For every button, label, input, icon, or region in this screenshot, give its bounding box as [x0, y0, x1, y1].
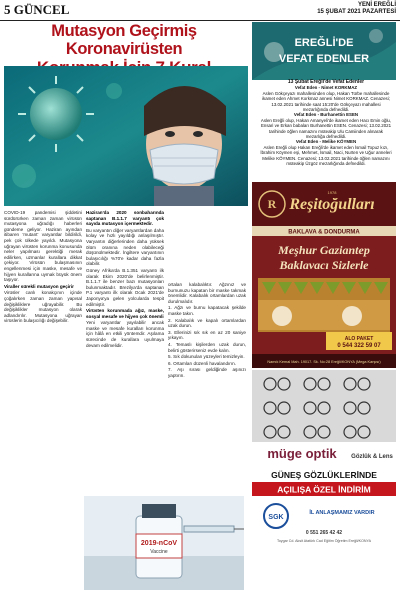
sgk-address: Toygar Cd. Aksit Atatürk Cad Eğitim Öğretim Ereğli/KONYA — [276, 539, 372, 543]
obituary-name: Vefat Eden - Burhanettin ESEN — [293, 112, 359, 118]
rule-item: 6. Ortamları düzenli havalandırın. — [168, 360, 236, 366]
masthead — [0, 0, 400, 21]
paragraph: ortaları kalabalıktır. Ağzınız ve burnunuzu kapatan bir maske takmak önemlidir. Kalabalık ortamlardan uzak durulmalıdır. — [168, 282, 246, 304]
vaccine-label: 2019-nCoV — [140, 540, 178, 547]
sunglasses-line-1: GÜNEŞ GÖZLÜKLERİNDE — [271, 470, 377, 480]
paragraph: Virüsler canlı konakçının içinde çoğalırken zaman zaman yapısal değişikliklere uğrayabilir. Bu değişiklikler mutasyon olarak adlandırılır. Mutasyona uğrayan virüslerin bulaşıcılığı değişebilir. — [4, 290, 82, 324]
banner-bottom: VEFAT EDENLER — [278, 53, 370, 65]
brand-name: Reşitoğulları — [289, 196, 375, 213]
obituary-banner — [252, 22, 396, 80]
sgk-org: İL ANLAŞMAMIZ VARDIR — [309, 510, 375, 516]
brand-since: 1978 — [327, 190, 337, 195]
rule-item: 3. Ellerinizi sık sık en az 20 saniye yıkayın. — [168, 329, 246, 341]
optik-brand: müge optik — [267, 446, 337, 461]
eyeglasses-display-image — [252, 370, 396, 448]
ad-sunglasses-discount — [252, 466, 396, 548]
optik-tagline: Gözlük & Lens — [351, 454, 393, 460]
obituary-text: Aslen Ereğli olup Hakan Ereğli'de ikamet eden İsmail Topuz kızı, İbrahim Köymen eşi, Mehmet, İsmail, Naci, Nurten ve Uğur anneleri Melike KÖYMEN. Cenazesi; 13.02.2021 tarihinde öğlen namazını müteakip Üzgöz mezarlığında defnedildi. — [260, 144, 392, 167]
vaccine-vial-icon — [136, 504, 182, 578]
obituary-text: Aslen Ereğli olup, Hakan Amanyeli'de ikamet eden Hacı Emin oğlu, Ensari ve Erkan babaları Burhanettin ESEN. Cenazesi; 13.02.2021 tarihinde öğlen namazını müteakip Ulu Camiinden alınarak mezarlığa defnedildi. — [260, 117, 392, 140]
vaccine-sub: Vaccine — [150, 549, 168, 555]
virus-mask-illustration — [4, 66, 248, 206]
obituary-header: 13 Şubat Ereğli'de Vefat Edenler — [287, 79, 365, 85]
obituary-text: Aslen Gökçeyazı mahallesinden olup, Hakan Türbe mahallesinde ikamet eden Ahmet Korkmaz annesi Nimet KORKMAZ. Cenazesi; 13.02.2021 tarihinde saat 15:20'de Gökçeyazı mahallesi mezarlığında defnedildi. — [262, 90, 390, 113]
sgk-logo-text: SGK — [268, 514, 284, 521]
rule-item: 5. Sık dokunulan yüzeyleri temizleyin. — [168, 354, 245, 360]
subheading: Virüsten korunmada ağız, maske, sosyal mesafe ve hijyen çok önemli — [86, 308, 164, 319]
ad-address: Namık Kemal Mah. 19017. Sk. No:28 Ereğli/KONYA (Mega Karşısı) — [267, 360, 381, 364]
ad-phone: 0 544 322 59 07 — [337, 343, 381, 349]
article-photo — [4, 66, 248, 206]
sunglasses-line-2: AÇILIŞA ÖZEL İNDİRİM — [277, 484, 371, 495]
ad-box-label: ALO PAKET — [344, 336, 374, 342]
svg-text:R: R — [267, 197, 277, 211]
ad-slogan-1: Meşhur Gaziantep — [278, 243, 370, 257]
obituary-name: Vefat Eden - Nimet KORKMAZ — [294, 85, 358, 91]
issue-date: 15 ŞUBAT 2021 PAZARTESİ — [317, 9, 396, 15]
paragraph: Yeni varyantlar yayılabilir ancak maske ve mesafe kuralları korunma için hâlâ en etkili yöntemdir. Aşılama sürecinde de kurallara uyulmaya devam edilmelidir. — [86, 320, 164, 348]
obituary-list — [260, 80, 392, 167]
sgk-phone: 0 551 265 42 42 — [305, 530, 343, 536]
vaccine-photo — [84, 496, 244, 590]
paper-name: YENİ EREĞLİ — [357, 2, 396, 8]
ad-resitogullari — [252, 182, 396, 368]
paragraph: Güney Afrika'da B.1.351 varyantı ilk olarak Ekim 2020'de belirlenmiştir. B.1.1.7 ile benzer bazı mutasyonları bulunmaktadır. Brezilya'da saptanan P.1 varyantı ilk olarak Ocak 2021'de Japonya'ya gelen yolcularda tespit edilmiştir. — [86, 267, 164, 307]
section-label: 5 GÜNCEL — [4, 2, 70, 17]
rule-item: 4. Temaslı kişilerden uzak durun, belirti gösterirseniz evde kalın. — [168, 341, 246, 353]
ad-subtitle: BAKLAVA & DONDURMA — [288, 229, 360, 236]
ad-slogan-2: Baklavacı Sizlerle — [279, 258, 369, 272]
obituary-name: Vefat Eden - Melike KÖYMEN — [295, 139, 357, 145]
subheading: Haziran'da 2020 sonbaharında saptanan B.1.1.7 varyantı çok sayıda mutasyon içermektedir. — [86, 210, 164, 227]
paragraph: COVID-19 pandemisi şiddetini sürdürürken zaman zaman virüsün mutasyona uğradığı haberleri gündeme geliyor. Haziran ayından itibaren 'mutant' varyantlar bildirildi, pek çok ülkede yayıldı. Mutasyona uğrayan virüsten korunma konusunda neler yapılması gerektiği merak edilirken, uzmanlar kurallara dikkat çekiyor. Virüsün bulaşmasının engellenmesi için maske, mesafe ve hijyen kurallarına uymak büyük önem taşıyor. — [4, 210, 82, 283]
rule-item: 1. Ağzı ve burnu kapatacak şekilde maske takın. — [168, 305, 246, 316]
headline-line-1: Mutasyon Geçirmiş Koronavirüsten — [51, 22, 197, 58]
baklava-image — [258, 278, 390, 332]
subheading: Viraller sürekli mutasyon geçirir — [4, 283, 74, 289]
article-column-1 — [4, 210, 82, 325]
rule-item: 2. Kalabalık ve kapalı ortamlardan uzak durun. — [168, 317, 246, 329]
ad-muge-optik — [252, 370, 396, 466]
paragraph: Bu varyantın diğer varyantlardan daha kolay ve hızlı yayıldığı anlaşılmıştır. Varyantın diğerlerinden daha yüksek ölüm oranına neden olabileceği düşünülmektedir. İngiltere varyantının bulaşıcılığı %70'e kadar daha fazla olabilir. — [86, 227, 164, 267]
rule-item: 7. Aşı sırası geldiğinde aşınızı yaptırın. — [168, 367, 246, 378]
banner-top: EREĞLİ'DE — [294, 37, 354, 49]
paper-info — [317, 2, 396, 16]
person-with-mask — [144, 86, 226, 206]
article-column-3 — [168, 282, 246, 380]
article-column-2 — [86, 210, 164, 349]
